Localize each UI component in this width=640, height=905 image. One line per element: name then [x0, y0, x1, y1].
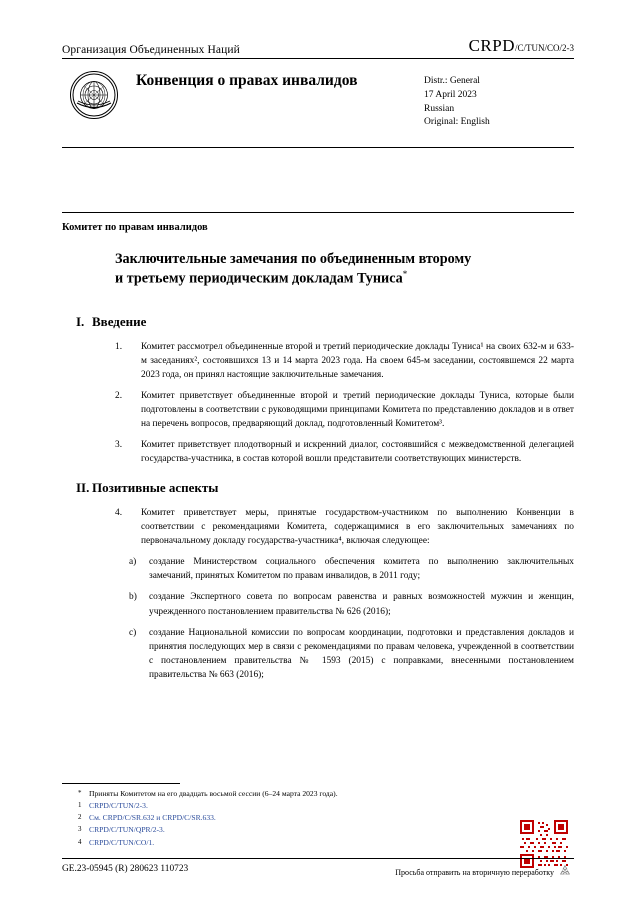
language-line: Russian [424, 103, 455, 114]
document-symbol-suffix: /C/TUN/CO/2-3 [514, 43, 574, 53]
un-emblem-icon [70, 71, 118, 119]
recycle-note-text: Просьба отправить на вторичную переработку [395, 867, 554, 877]
page-title-marker: * [402, 268, 408, 279]
footnote [62, 788, 492, 800]
section-heading-introduction [62, 312, 574, 332]
footnote-divider [62, 783, 180, 784]
paragraph-number: 4. [115, 507, 123, 518]
section-number: I. [76, 314, 85, 329]
document-code: GE.23-05945 (R) 280623 110723 [62, 864, 189, 874]
document-footer [62, 864, 574, 880]
distribution-block [418, 69, 574, 130]
document-symbol [469, 36, 574, 56]
subparagraph-text: создание Национальной комиссии по вопросам координации, подготовки и представления докладов и принятия последующих мер в связи с рекомендациями по правам человека, учрежденной в соответствии с постановлением правительства № 1593 (2015) с поправками, внесенными постановлением правительства № 663 (2016); [149, 627, 574, 680]
page-title-line-2: и третьему периодическим докладам Туниса [115, 270, 403, 287]
subparagraph [62, 626, 574, 682]
footnote-marker: 3 [78, 825, 82, 834]
footnote [62, 837, 492, 849]
paragraph-number: 2. [115, 390, 123, 401]
subparagraph-label: b) [129, 592, 137, 603]
document-symbol-main: CRPD [468, 36, 515, 55]
footnotes [62, 783, 492, 849]
footnote-marker: 4 [78, 837, 82, 846]
footnote [62, 800, 492, 812]
committee-divider [62, 212, 574, 213]
header-top-row [62, 36, 574, 59]
recycle-note [395, 864, 574, 880]
paragraph-number: 3. [115, 440, 123, 451]
document-header [62, 36, 574, 148]
footer-divider [62, 858, 574, 859]
page-title-line-1: Заключительные замечания по объединенным второму [115, 251, 472, 267]
subparagraph-text: создание Экспертного совета по вопросам равенства и равных возможностей мужчин и женщин, учрежденного постановлением правительства № 626 (2016); [149, 592, 574, 617]
subparagraph [62, 555, 574, 583]
paragraph-text: Комитет рассмотрел объединенные второй и третий периодические доклады Туниса¹ на своих 632-м и 633-м заседаниях², состоявшихся 13 и 14 марта 2023 года. На своем 645-м заседании, состоявшемся 22 марта 2023 года, он принял настоящие заключительные замечания. [141, 341, 574, 380]
subparagraph-label: a) [129, 557, 137, 568]
distr-line: Distr.: General [424, 76, 480, 86]
footnote [62, 812, 492, 824]
convention-title: Конвенция о правах инвалидов [136, 72, 358, 89]
paragraph-text: Комитет приветствует плодотворный и искренний диалог, состоявшийся с межведомственной делегацией государства-участника, в состав которой вошли представители соответствующих министерств. [141, 440, 574, 465]
recycle-icon [558, 864, 572, 880]
header-body-row [62, 59, 574, 148]
footnote-link[interactable]: CRPD/C/TUN/QPR/2-3. [89, 825, 165, 835]
paragraph [62, 438, 574, 466]
committee-name: Комитет по правам инвалидов [62, 222, 208, 233]
original-line: Original: English [424, 117, 490, 128]
paragraph-text: Комитет приветствует меры, принятые государством-участником по выполнению Конвенции в соответствии с рекомендациями Комитета, содержащимися в его заключительных замечаниях по первоначальному докладу государства-участника⁴, включая следующее: [141, 507, 574, 547]
paragraph [62, 389, 574, 431]
footnote-text: Приняты Комитетом на его двадцать восьмой сессии (6–24 марта 2023 года). [89, 789, 338, 798]
section-title: Введение [92, 314, 147, 329]
page-title [115, 250, 575, 288]
paragraph [62, 340, 574, 382]
footnote [62, 824, 492, 836]
footnote-link[interactable]: CRPD/C/TUN/CO/1. [89, 837, 155, 847]
footnote-marker: * [78, 789, 82, 797]
page-title-line-2-wrap [115, 269, 575, 288]
paragraph [62, 506, 574, 548]
subparagraph [62, 590, 574, 618]
footnote-marker: 1 [78, 801, 82, 810]
document-body [62, 300, 574, 689]
section-heading-positive-aspects [62, 478, 574, 498]
subparagraph-label: c) [129, 627, 137, 638]
footnote-marker: 2 [78, 813, 82, 822]
organization-name: Организация Объединенных Наций [62, 44, 240, 56]
paragraph-number: 1. [115, 341, 123, 352]
footnote-link[interactable]: См. CRPD/C/SR.632 и CRPD/C/SR.633. [89, 813, 216, 823]
footnote-link[interactable]: CRPD/C/TUN/2-3. [89, 801, 148, 811]
qr-code-icon [520, 820, 568, 868]
paragraph-text: Комитет приветствует объединенные второй и третий периодические доклады Туниса, которые были подготовлены в соответствии с руководящими принципами Комитета по представлению докладов и в ответ на перечень вопросов, предваряющий доклад, подготовленный Комитетом³. [141, 390, 574, 430]
section-number: II. [76, 480, 90, 496]
section-title: Позитивные аспекты [92, 480, 219, 496]
date-line: 17 April 2023 [424, 89, 477, 100]
subparagraph-text: создание Министерством социального обеспечения комитета по выполнению заключительных замечаний, принятых Комитетом по правам инвалидов, в 2011 году; [149, 557, 574, 582]
